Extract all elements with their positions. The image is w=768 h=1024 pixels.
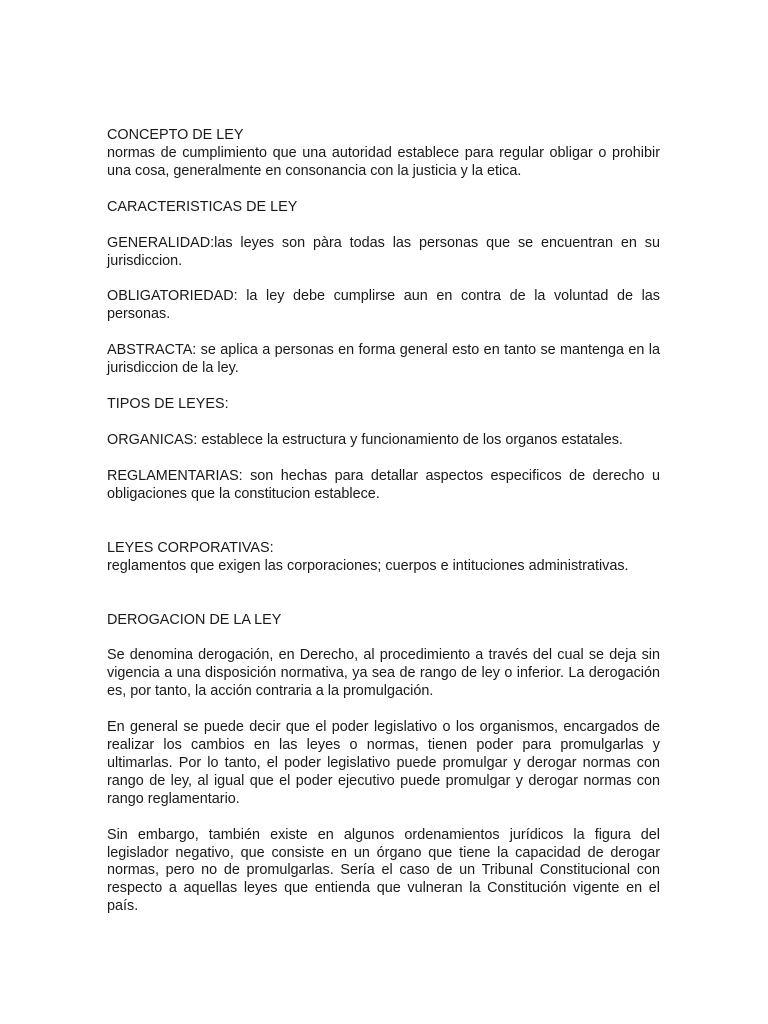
spacer (107, 414, 660, 432)
heading-derogacion: DEROGACION DE LA LEY (107, 611, 282, 628)
heading-leyes-corporativas: LEYES CORPORATIVAS: (107, 539, 274, 556)
derogacion-paragraph-2: En general se puede decir que el poder legislativo o los organismos, encargados de realizar los cambios en las leyes o normas, tienen poder para promulgarlas y ultimarlas. Por lo tanto, el poder legislativo puede promulgar y derogar normas con rango de ley, al igual que el poder ejecutivo puede promulgar y derogar normas con rango reglamentario. (107, 719, 660, 807)
document-page (107, 127, 660, 916)
derogacion-paragraph-3: Sin embargo, también existe en algunos ordenamientos jurídicos la figura del legislador negativo, que consiste en un órgano que tiene la capacidad de derogar normas, pero no de promulgarlas. Sería el caso de un Tribunal Constitucional con respecto a aquellas leyes que entienda que vulneran la Constitución vigente en el país. (107, 826, 660, 915)
obligatoriedad-paragraph: OBLIGATORIEDAD: la ley debe cumplirse aun en contra de la voluntad de las personas. (107, 288, 660, 323)
generalidad-paragraph: GENERALIDAD:las leyes son pàra todas las personas que se encuentran en su jurisdiccion. (107, 234, 660, 269)
concepto-paragraph: normas de cumplimiento que una autoridad establece para regular obligar o prohibir una cosa, generalmente en consonancia con la justicia y la etica. (107, 144, 660, 179)
spacer (107, 217, 660, 235)
organicas-paragraph: ORGANICAS: establece la estructura y funcionamiento de los organos estatales. (107, 431, 623, 448)
heading-concepto-de-ley: CONCEPTO DE LEY (107, 127, 244, 143)
spacer (107, 701, 660, 719)
abstracta-paragraph: ABSTRACTA: se aplica a personas en forma general esto en tanto se mantenga en la jurisdiccion de la ley. (107, 342, 660, 377)
heading-tipos-de-leyes: TIPOS DE LEYES: (107, 396, 229, 413)
spacer (107, 629, 660, 647)
reglamentarias-paragraph: REGLAMENTARIAS: son hechas para detallar aspectos especificos de derecho u obligaciones que la constitucion establece. (107, 467, 660, 502)
spacer (107, 324, 660, 342)
heading-caracteristicas: CARACTERISTICAS DE LEY (107, 198, 298, 215)
spacer (107, 504, 660, 540)
corporativas-paragraph: reglamentos que exigen las corporaciones; cuerpos e intituciones administrativas. (107, 557, 629, 574)
spacer (107, 270, 660, 288)
spacer (107, 809, 660, 827)
derogacion-paragraph-1: Se denomina derogación, en Derecho, al procedimiento a través del cual se deja sin vigencia a una disposición normativa, ya sea de rango de ley o inferior. La derogación es, por tanto, la acción contraria a la promulgación. (107, 647, 660, 700)
spacer (107, 181, 660, 199)
spacer (107, 576, 660, 612)
spacer (107, 450, 660, 468)
spacer (107, 378, 660, 396)
